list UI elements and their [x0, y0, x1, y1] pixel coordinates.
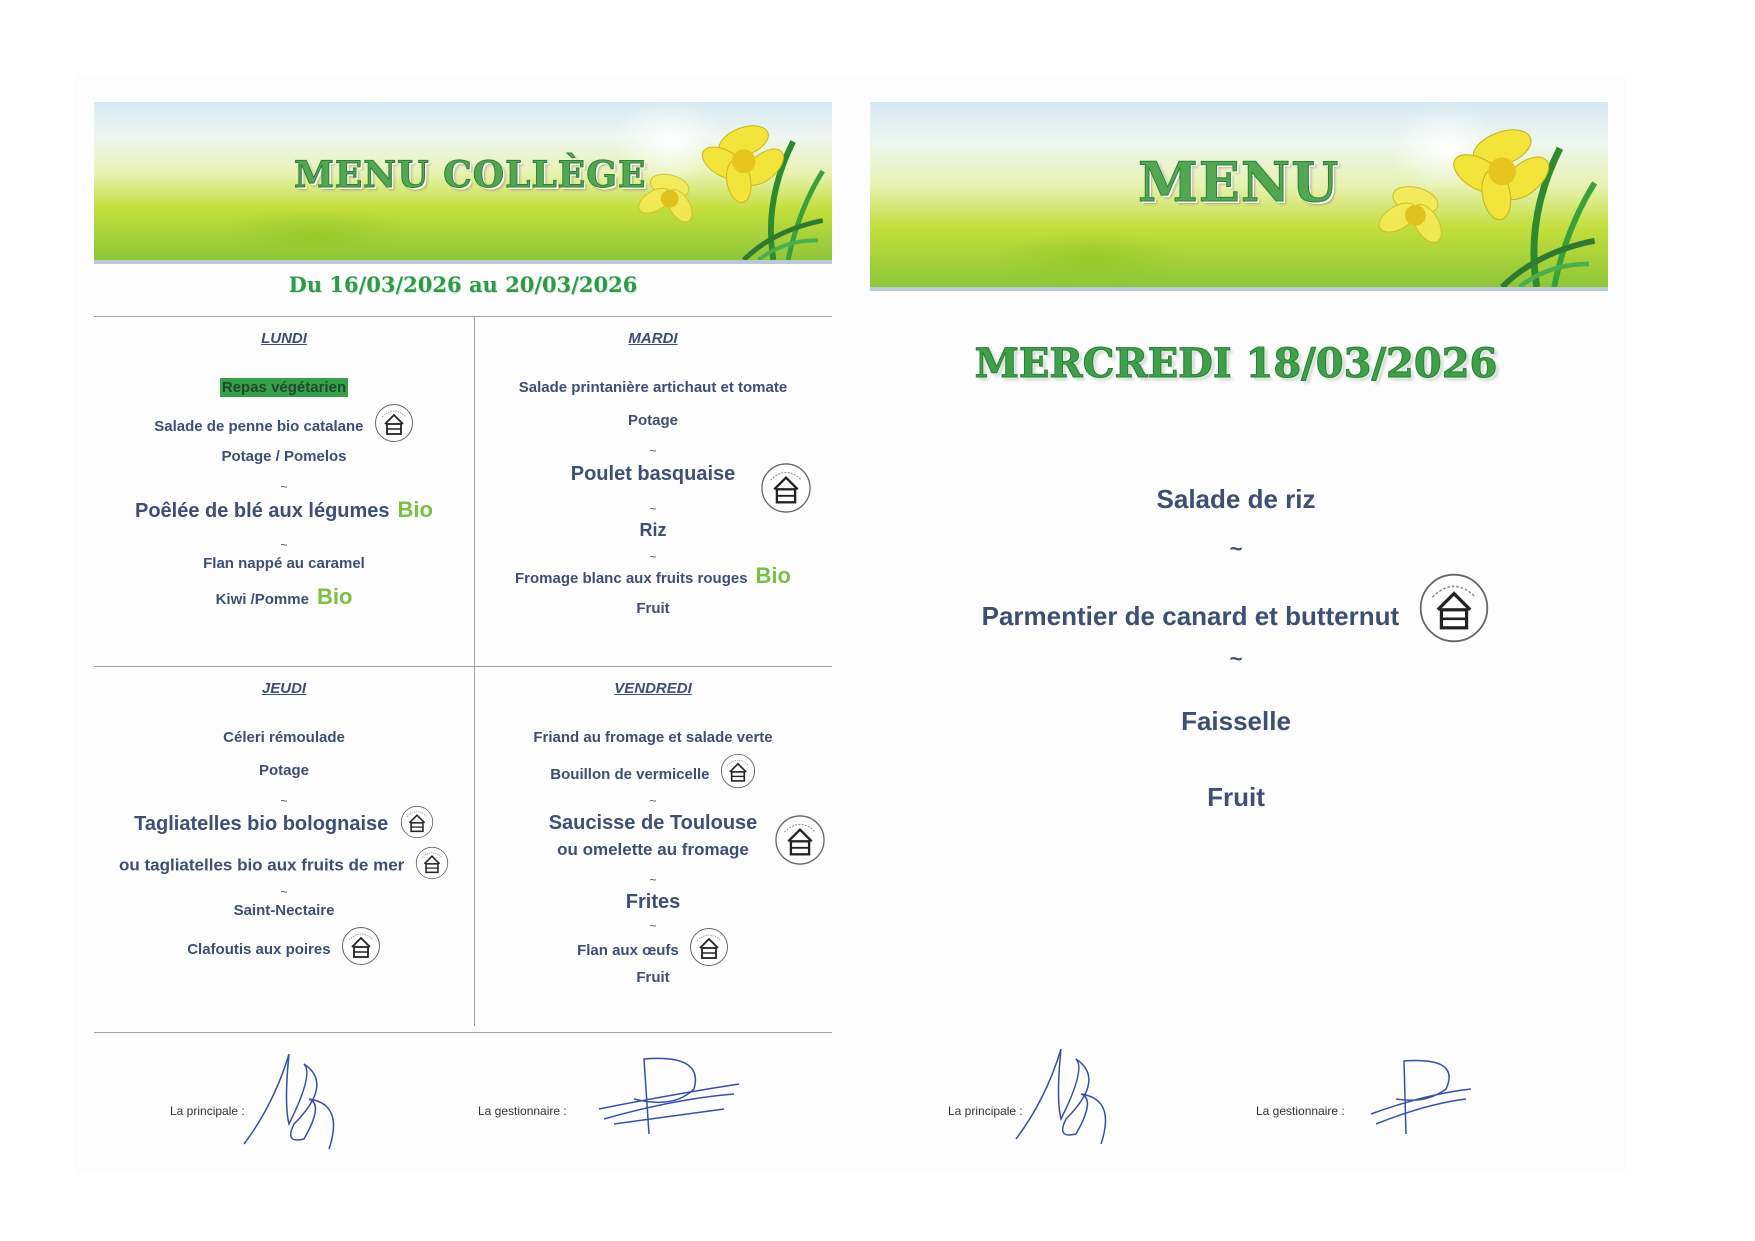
day-title: JEUDI [261, 680, 307, 697]
manager-label: La gestionnaire : [1256, 1104, 1345, 1118]
manager-label: La gestionnaire : [478, 1104, 567, 1118]
menu-item: Potage / Pomelos [221, 448, 347, 465]
homemade-badge-icon [720, 753, 756, 789]
menu-item: Saucisse de Toulouse [548, 812, 758, 834]
homemade-badge-icon [1418, 572, 1490, 644]
banner-title: MENU COLLÈGE [294, 154, 647, 196]
separator: ~ [1229, 646, 1243, 671]
menu-item: Kiwi /Pomme Bio [215, 584, 353, 609]
grid-divider [94, 666, 832, 667]
day-title: MERCREDI 18/03/2026 [974, 340, 1498, 387]
grid-divider [94, 316, 832, 317]
day-title: LUNDI [261, 330, 307, 347]
menu-item: Clafoutis aux poires [94, 934, 474, 967]
homemade-badge-icon [774, 814, 826, 866]
day-thursday [94, 680, 474, 967]
menu-item: Saint-Nectaire [233, 902, 335, 919]
menu-item: Friand au fromage et salade verte [533, 729, 773, 746]
menu-item: Riz [639, 520, 667, 540]
menu-item: ou omelette au fromage [557, 840, 749, 859]
separator: ~ [649, 873, 657, 887]
menu-item: Bouillon de vermicelle [474, 761, 832, 794]
menu-item: Flan aux œufs [474, 935, 832, 968]
separator: ~ [280, 538, 288, 552]
day-friday [474, 680, 832, 1001]
day-title: VENDREDI [614, 680, 692, 697]
menu-item: Flan nappé au caramel [203, 555, 365, 572]
separator: ~ [649, 444, 657, 458]
menu-item: Salade printanière artichaut et tomate [518, 379, 788, 396]
menu-item: Potage [627, 412, 678, 429]
day-monday [94, 330, 474, 620]
menu-item: Faisselle [1181, 706, 1291, 736]
day-tuesday [474, 330, 832, 632]
menu-item: Parmentier de canard et butternut [846, 592, 1626, 644]
menu-item: Fruit [1207, 782, 1265, 812]
bio-label: Bio [397, 497, 433, 522]
separator: ~ [649, 794, 657, 808]
separator: ~ [649, 502, 657, 516]
menu-banner [94, 102, 832, 264]
homemade-badge-icon [374, 403, 414, 443]
menu-item: ou tagliatelles bio aux fruits de mer [94, 852, 474, 885]
principal-label: La principale : [170, 1104, 245, 1118]
menu-item: Fruit [636, 600, 670, 617]
menu-item: Poulet basquaise [474, 460, 832, 502]
homemade-badge-icon [760, 462, 812, 514]
principal-signature [234, 1044, 364, 1154]
daffodil-icon [1350, 102, 1608, 287]
separator: ~ [280, 794, 288, 808]
separator: ~ [1229, 536, 1243, 561]
menu-item: Poêlée de blé aux légumes Bio [134, 497, 433, 522]
homemade-badge-icon [415, 846, 449, 880]
menu-item-group [474, 810, 832, 873]
menu-item: Tagliatelles bio bolognaise [94, 810, 474, 852]
menu-item: Potage [258, 762, 309, 779]
separator: ~ [280, 480, 288, 494]
menu-item: Céleri rémoulade [223, 729, 345, 746]
principal-signature [1006, 1039, 1126, 1149]
homemade-badge-icon [341, 926, 381, 966]
menu-item: Salade de penne bio catalane [94, 411, 474, 447]
homemade-badge-icon [689, 927, 729, 967]
bio-label: Bio [316, 584, 353, 609]
manager-signature [594, 1049, 744, 1139]
menu-item: Frites [625, 891, 681, 913]
wednesday-menu-sheet [846, 74, 1626, 1174]
daffodil-icon [614, 102, 832, 260]
menu-item: Fromage blanc aux fruits rouges Bio [514, 563, 791, 588]
day-title: MARDI [628, 330, 678, 347]
separator: ~ [649, 919, 657, 933]
grid-divider [94, 1032, 832, 1033]
vegetarian-tag: Repas végétarien [221, 379, 347, 396]
menu-item: Salade de riz [1156, 484, 1316, 514]
menu-item: Fruit [636, 969, 670, 986]
weekly-menu-sheet [74, 74, 846, 1174]
principal-label: La principale : [948, 1104, 1023, 1118]
manager-signature [1366, 1049, 1476, 1139]
banner-title: MENU [1138, 150, 1340, 214]
date-range: Du 16/03/2026 au 20/03/2026 [288, 272, 638, 297]
separator: ~ [649, 550, 657, 564]
homemade-badge-icon [400, 805, 434, 839]
bio-label: Bio [755, 563, 791, 588]
menu-banner [870, 102, 1608, 291]
separator: ~ [280, 885, 288, 899]
